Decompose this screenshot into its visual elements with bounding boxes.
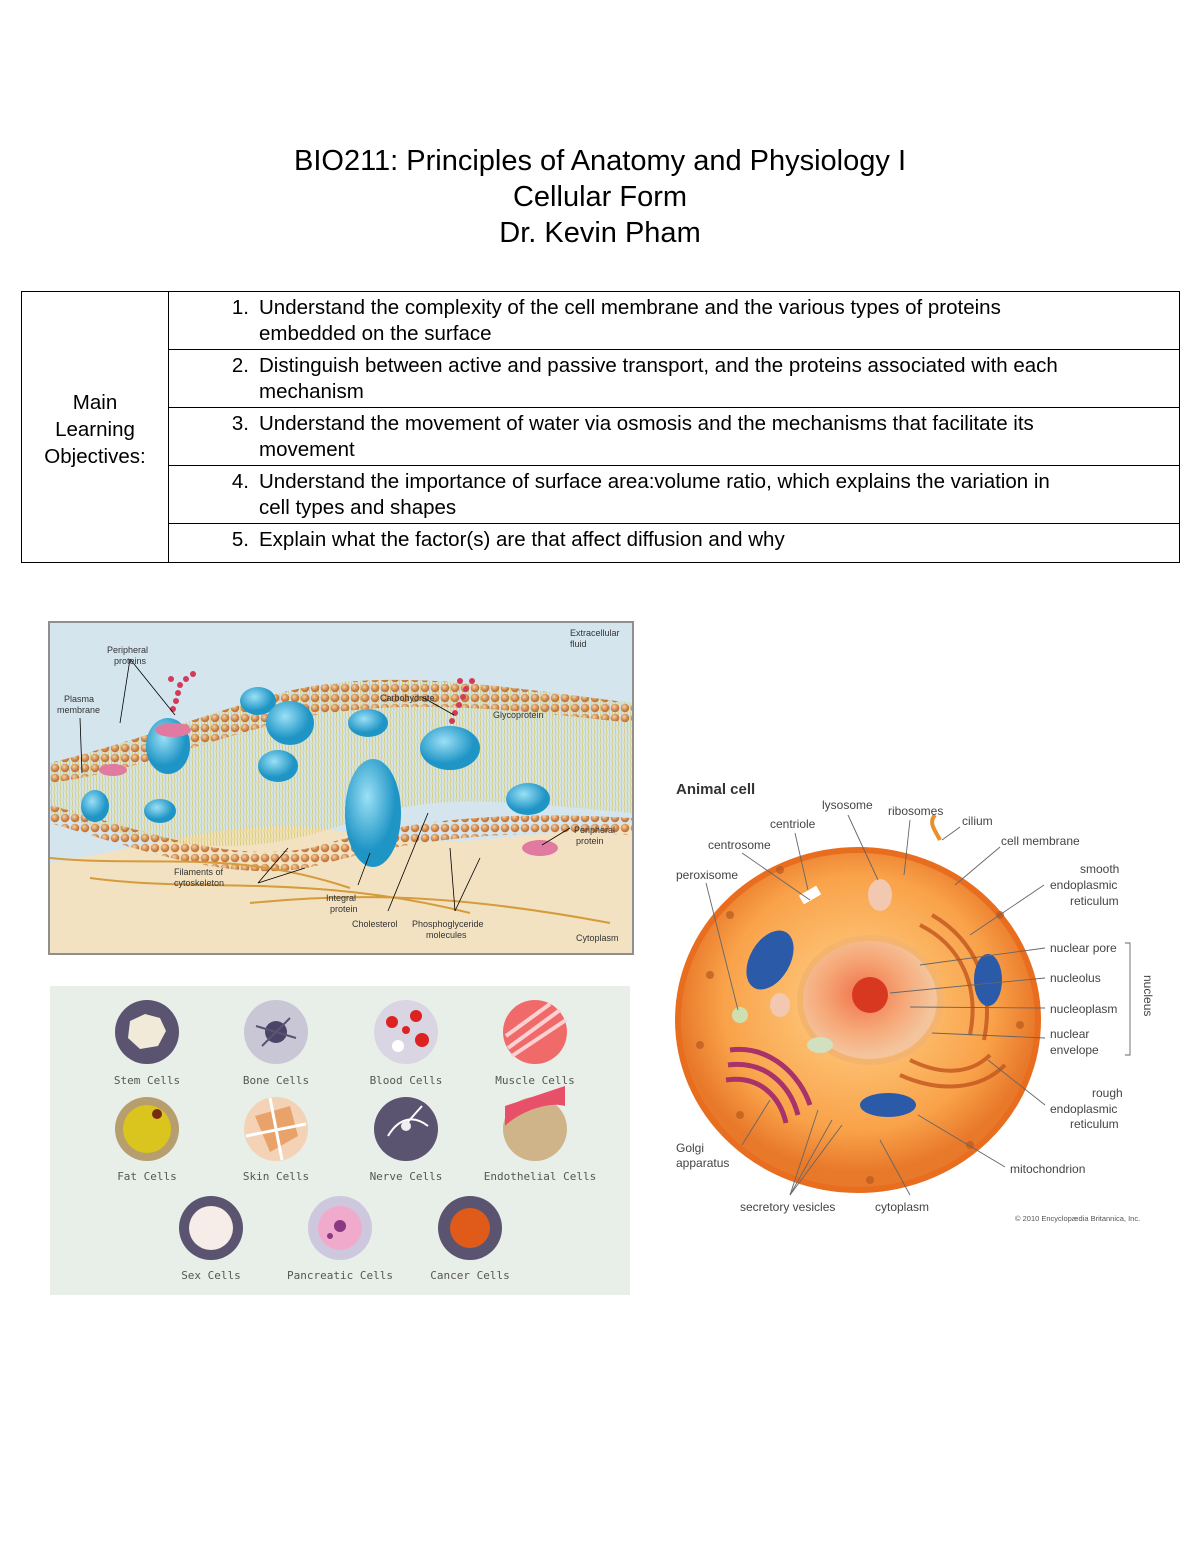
- bone-cell-icon: [244, 1000, 308, 1064]
- svg-text:Bone Cells: Bone Cells: [242, 1074, 310, 1087]
- svg-text:Carbohydrate: Carbohydrate: [380, 693, 435, 703]
- svg-text:endoplasmic: endoplasmic: [1050, 878, 1118, 892]
- svg-text:endoplasmic: endoplasmic: [1050, 1102, 1118, 1116]
- svg-text:nucleoplasm: nucleoplasm: [1050, 1002, 1118, 1016]
- animal-cell-title: Animal cell: [676, 781, 756, 798]
- svg-text:reticulum: reticulum: [1070, 1117, 1119, 1131]
- svg-text:nuclear: nuclear: [1050, 1027, 1090, 1041]
- svg-text:mitochondrion: mitochondrion: [1010, 1162, 1086, 1176]
- svg-text:Blood Cells: Blood Cells: [369, 1074, 443, 1087]
- svg-text:protein: protein: [330, 904, 358, 914]
- animal-cell-figure: [670, 775, 1170, 1225]
- svg-text:Cytoplasm: Cytoplasm: [576, 933, 619, 943]
- svg-text:nucleolus: nucleolus: [1050, 971, 1101, 985]
- svg-text:Integral: Integral: [326, 893, 357, 903]
- plasma-membrane-figure: [48, 621, 634, 955]
- svg-text:Skin Cells: Skin Cells: [242, 1170, 310, 1183]
- svg-text:smooth: smooth: [1080, 862, 1120, 876]
- svg-text:Extracellular: Extracellular: [570, 628, 620, 638]
- svg-text:ribosomes: ribosomes: [888, 804, 944, 818]
- course-title: BIO211: Principles of Anatomy and Physiology I: [293, 145, 907, 177]
- svg-text:© 2010 Encyclopædia Britannica: © 2010 Encyclopædia Britannica, Inc.: [1015, 1214, 1141, 1223]
- svg-text:Fat Cells: Fat Cells: [117, 1170, 177, 1183]
- svg-text:Cancer Cells: Cancer Cells: [430, 1269, 510, 1282]
- objective-3: 3. Understand the movement of water via osmosis and the mechanisms that facilitate its movement: [169, 408, 1180, 466]
- svg-text:molecules: molecules: [426, 930, 467, 940]
- muscle-cell-icon: [503, 1000, 567, 1064]
- svg-text:fluid: fluid: [570, 639, 587, 649]
- svg-text:cytoplasm: cytoplasm: [875, 1200, 930, 1214]
- objectives-label: Main Learning Objectives:: [22, 292, 169, 563]
- svg-text:cell membrane: cell membrane: [1001, 834, 1080, 848]
- cell-types-figure: [50, 986, 630, 1295]
- topic-title: Cellular Form: [512, 181, 688, 213]
- objective-2: 2. Distinguish between active and passive transport, and the proteins associated with each mechanism: [169, 350, 1180, 408]
- svg-text:cilium: cilium: [962, 814, 993, 828]
- svg-text:Endothelial Cells: Endothelial Cells: [483, 1170, 597, 1183]
- svg-text:Peripheral: Peripheral: [107, 645, 149, 655]
- svg-text:Cholesterol: Cholesterol: [352, 919, 398, 929]
- svg-text:nucleus: nucleus: [1141, 975, 1155, 1017]
- svg-text:Nerve Cells: Nerve Cells: [369, 1170, 443, 1183]
- pancreatic-cell-icon: [308, 1196, 372, 1260]
- svg-text:secretory vesicles: secretory vesicles: [740, 1200, 836, 1214]
- svg-text:apparatus: apparatus: [676, 1156, 730, 1170]
- cancer-cell-icon: [438, 1196, 502, 1260]
- svg-text:centrosome: centrosome: [708, 838, 771, 852]
- objective-1: 1. Understand the complexity of the cell membrane and the various types of proteins embedded on the surface: [169, 292, 1180, 350]
- objective-4: 4. Understand the importance of surface area:volume ratio, which explains the variation in cell types and shapes: [169, 466, 1180, 524]
- svg-text:cytoskeleton: cytoskeleton: [174, 878, 225, 888]
- stem-cell-icon: [115, 1000, 179, 1064]
- svg-text:Sex Cells: Sex Cells: [181, 1269, 241, 1282]
- svg-text:nuclear pore: nuclear pore: [1050, 941, 1117, 955]
- fat-cell-icon: [115, 1097, 179, 1161]
- svg-text:envelope: envelope: [1050, 1043, 1099, 1057]
- svg-text:Glycoprotein: Glycoprotein: [493, 710, 544, 720]
- objectives-table: [21, 291, 1180, 563]
- skin-cell-icon: [244, 1097, 308, 1161]
- svg-text:centriole: centriole: [770, 817, 816, 831]
- svg-text:peroxisome: peroxisome: [676, 868, 739, 882]
- blood-cell-icon: [374, 1000, 438, 1064]
- svg-text:Stem Cells: Stem Cells: [113, 1074, 181, 1087]
- nerve-cell-icon: [374, 1097, 438, 1161]
- svg-text:rough: rough: [1092, 1086, 1123, 1100]
- svg-text:protein: protein: [576, 836, 604, 846]
- sex-cell-icon: [179, 1196, 243, 1260]
- svg-text:Phosphoglyceride: Phosphoglyceride: [412, 919, 484, 929]
- svg-text:Golgi: Golgi: [676, 1141, 705, 1155]
- endothelial-cell-icon: [503, 1086, 567, 1161]
- svg-text:lysosome: lysosome: [822, 798, 873, 812]
- svg-text:proteins: proteins: [114, 656, 147, 666]
- svg-text:reticulum: reticulum: [1070, 894, 1119, 908]
- svg-text:Peripheral: Peripheral: [574, 825, 616, 835]
- svg-text:membrane: membrane: [57, 705, 101, 715]
- svg-text:Muscle Cells: Muscle Cells: [495, 1074, 575, 1087]
- svg-text:Plasma: Plasma: [64, 694, 95, 704]
- instructor-name: Dr. Kevin Pham: [499, 217, 701, 249]
- objective-5: 5. Explain what the factor(s) are that affect diffusion and why: [169, 524, 1180, 563]
- svg-text:Filaments of: Filaments of: [174, 867, 224, 877]
- svg-text:Pancreatic Cells: Pancreatic Cells: [287, 1269, 393, 1282]
